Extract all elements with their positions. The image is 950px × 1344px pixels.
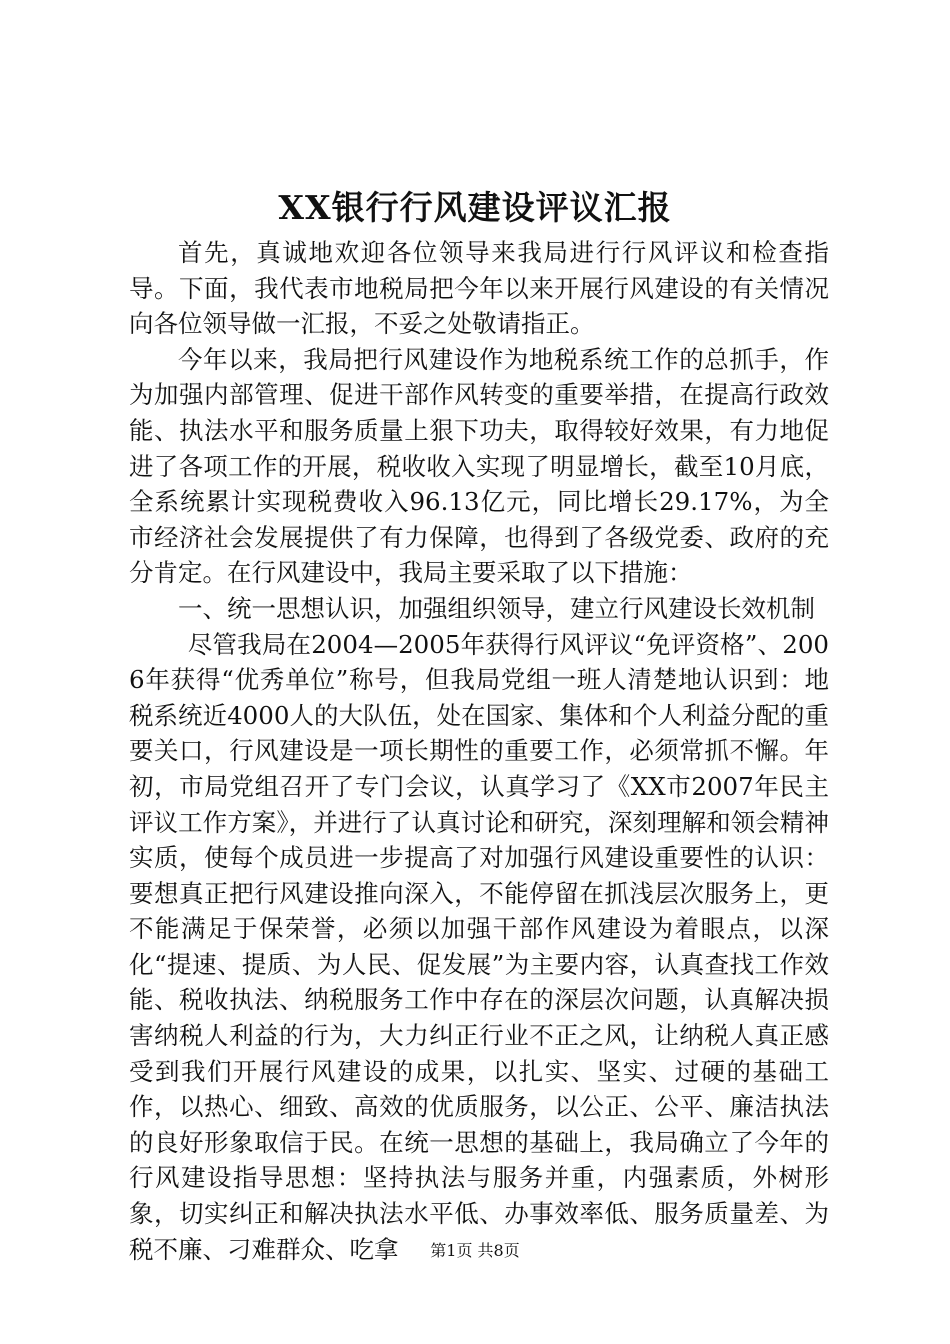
paragraph-section-1: 尽管我局在2004—2005年获得行风评议“免评资格”、2006年获得“优秀单位”称号，但我局党组一班人清楚地认识到：地税系统近4000人的大队伍，处在国家、集体和个人利益分配的重要关口，行风建设是一项长期性的重要工作，必须常抓不懈。年初，市局党组召开了专门会议，认真学习了《XX市2007年民主评议工作方案》，并进行了认真讨论和研究，深刻理解和领会精神实质，使每个成员进一步提高了对加强行风建设重要性的认识：要想真正把行风建设推向深入，不能停留在抓浅层次服务上，更不能满足于保荣誉，必须以加强干部作风建设为着眼点，以深化“提速、提质、为人民、促发展”为主要内容，认真查找工作效能、税收执法、纳税服务工作中存在的深层次问题，认真解决损害纳税人利益的行为，大力纠正行业不正之风，让纳税人真正感受到我们开展行风建设的成果，以扎实、坚实、过硬的基础工作，以热心、细致、高效的优质服务，以公正、公平、廉洁执法的良好形象取信于民。在统一思想的基础上，我局确立了今年的行风建设指导思想：坚持执法与服务并重，内强素质，外树形象，切实纠正和解决执法水平低、办事效率低、服务质量差、为税不廉、刁难群众、吃拿 — [129, 629, 829, 1264]
document-body — [129, 235, 829, 1267]
page-footer: 第1页 共8页 — [430, 1241, 520, 1260]
document-title: XX银行行风建设评议汇报 — [278, 188, 672, 227]
section-heading-1: 一、统一思想认识，加强组织领导，建立行风建设长效机制 — [178, 593, 815, 623]
paragraph-overview: 今年以来，我局把行风建设作为地税系统工作的总抓手，作为加强内部管理、促进干部作风转变的重要举措，在提高行政效能、执法水平和服务质量上狠下功夫，取得较好效果，有力地促进了各项工作的开展，税收收入实现了明显增长，截至10月底，全系统累计实现税费收入96.13亿元，同比增长29.17%，为全市经济社会发展提供了有力保障，也得到了各级党委、政府的充分肯定。在行风建设中，我局主要采取了以下措施： — [129, 344, 829, 588]
paragraph-intro: 首先，真诚地欢迎各位领导来我局进行行风评议和检查指导。下面，我代表市地税局把今年以来开展行风建设的有关情况向各位领导做一汇报，不妥之处敬请指正。 — [129, 238, 829, 339]
